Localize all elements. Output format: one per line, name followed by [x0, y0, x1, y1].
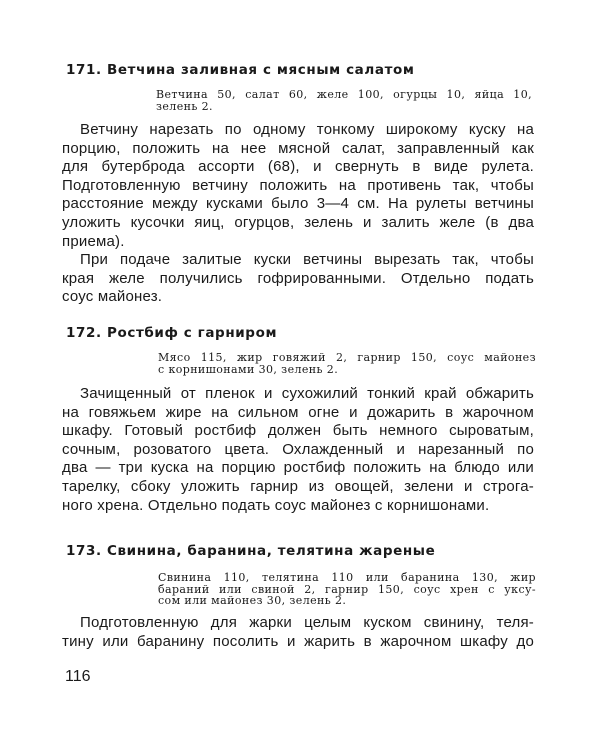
text-line: уложить кусочки яиц, огурцов, зелень и залить желе (в два: [62, 213, 534, 231]
text-line: Подготовленную ветчину положить на противень так, чтобы: [62, 176, 534, 194]
ingredients-line: Свинина 110, телятина 110 или баранина 130, жир: [158, 571, 536, 584]
ingredients-line: Мясо 115, жир говяжий 2, гарнир 150, соус майонез: [158, 351, 536, 364]
text-line: ного хрена. Отдельно подать соус майонез с корнишонами.: [62, 496, 490, 514]
text-line: шкафу. Готовый ростбиф должен быть немного сыроватым,: [62, 422, 534, 440]
ingredients-line: бараний или свиной 2, гарнир 150, соус хрен с уксу-: [158, 582, 536, 596]
recipe-title: 172. Ростбиф с гарниром: [66, 325, 278, 341]
text-line: приема).: [62, 232, 125, 250]
ingredients-line: Ветчина 50, салат 60, желе 100, огурцы 10, яйца 10,: [156, 88, 532, 101]
text-line: Подготовленную для жарки целым куском свинину, теля-: [80, 614, 534, 631]
text-line: тарелку, сбоку уложить гарнир из овощей, зелени и строга-: [62, 477, 534, 495]
text-line: тину или баранину посолить и жарить в жарочном шкафу до: [62, 632, 534, 650]
instructions: [62, 614, 534, 651]
text-line: для бутерброда ассорти (68), и свернуть в виде рулета.: [62, 158, 534, 176]
ingredients-list: [156, 89, 532, 112]
recipe-title: 173. Свинина, баранина, телятина жареные: [66, 543, 436, 559]
recipe-title: 171. Ветчина заливная с мясным салатом: [66, 62, 415, 78]
text-line: края желе получились гофрированными. Отдельно подать: [62, 269, 534, 287]
ingredients-line: с корнишонами 30, зелень 2.: [158, 362, 339, 376]
text-line: два — три куска на порцию ростбиф положить на блюдо или: [62, 459, 534, 477]
text-line: Зачищенный от пленок и сухожилий тонкий край обжарить: [80, 385, 534, 402]
instructions: [62, 385, 534, 515]
ingredients-line: зелень 2.: [156, 99, 213, 113]
text-line: сочным, розоватого цвета. Охлажденный и нарезанный по: [62, 440, 534, 458]
text-line: Ветчину нарезать по одному тонкому широкому куску на: [80, 121, 534, 138]
ingredients-list: [158, 352, 536, 375]
ingredients-line: сом или майонез 30, зелень 2.: [158, 594, 347, 607]
text-line: При подаче залитые куски ветчины вырезать так, чтобы: [80, 251, 534, 269]
text-line: расстояние между кусками было 3—4 см. На рулеты ветчины: [62, 195, 534, 213]
text-line: на говяжьем жире на сильном огне и дожарить в жарочном: [62, 403, 534, 421]
ingredients-list: [158, 572, 536, 607]
text-line: порцию, положить на нее мясной салат, заправленный как: [62, 139, 534, 157]
page-number: 116: [65, 668, 91, 685]
instructions: [62, 121, 534, 307]
text-line: соус майонез.: [62, 288, 163, 306]
